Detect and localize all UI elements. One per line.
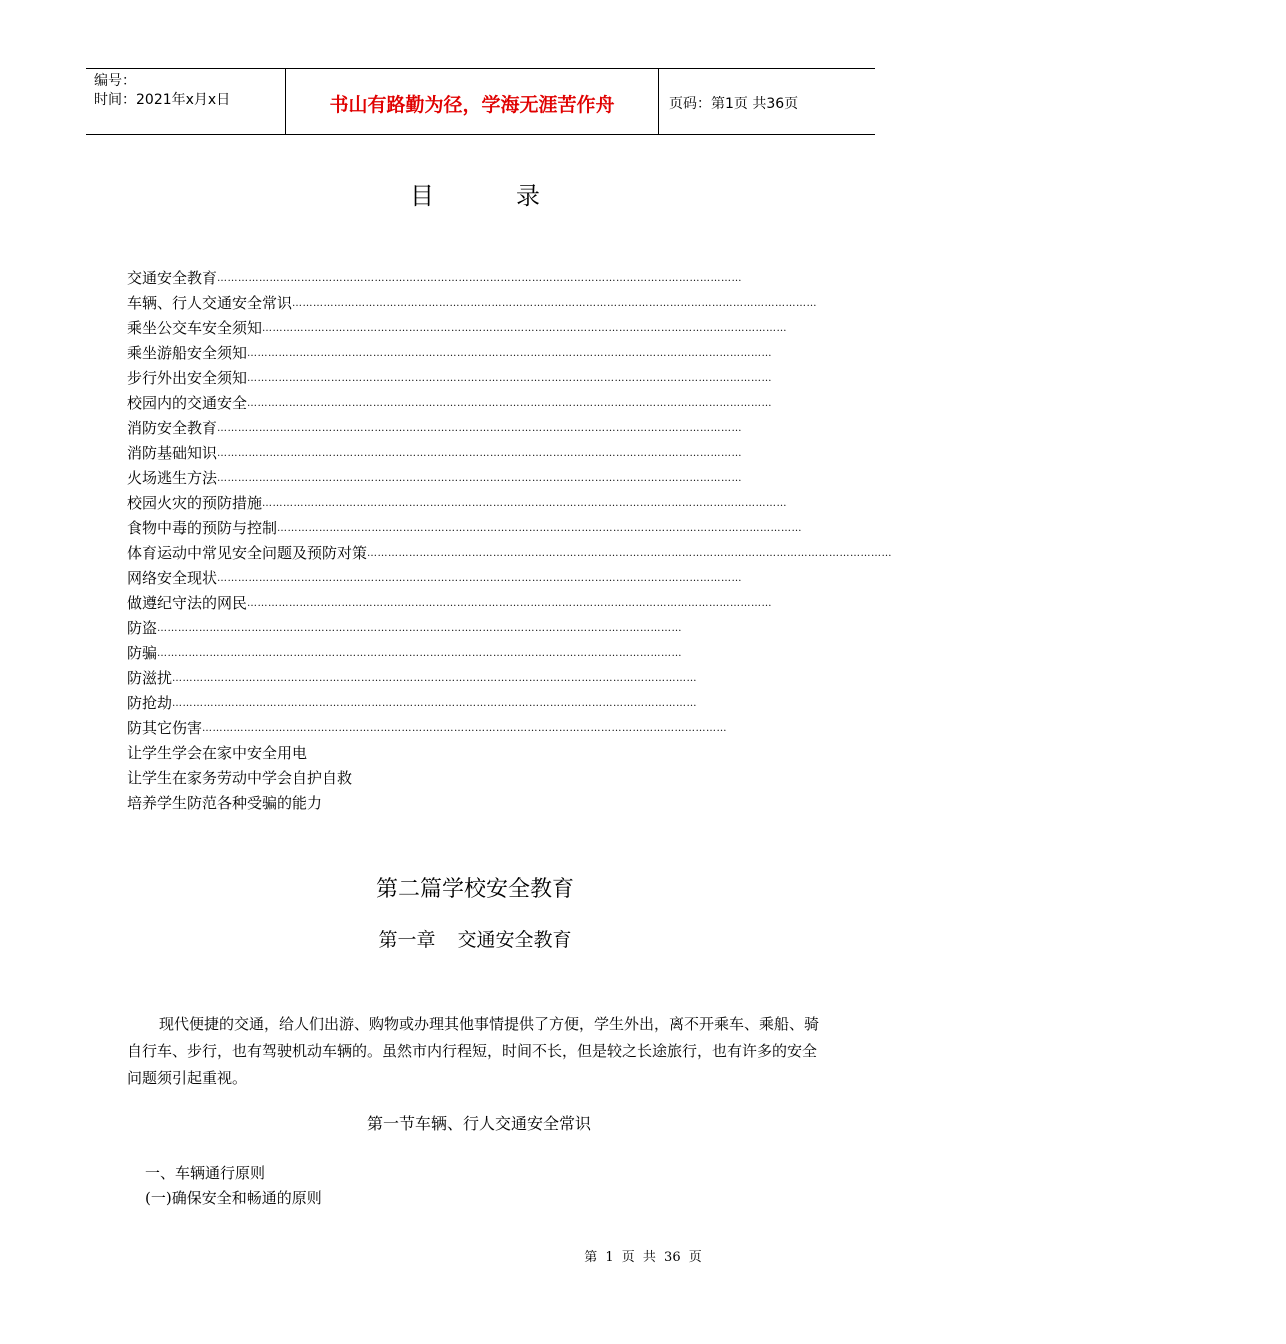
header-number-label: 编号： xyxy=(94,73,136,89)
toc-leader-dots: …………………………………………………………………………………………………………………………………… xyxy=(157,648,683,659)
toc-item xyxy=(127,266,777,291)
toc-leader-dots: …………………………………………………………………………………………………………………………………… xyxy=(217,273,743,284)
part-title: 第二篇学校安全教育 xyxy=(375,877,574,902)
toc-item xyxy=(127,391,777,416)
toc-item-label: 交通安全教育 xyxy=(127,269,218,287)
header-motto: 书山有路勤为径，学海无涯苦作舟 xyxy=(285,69,659,134)
toc-leader-dots: …………………………………………………………………………………………………………………………………… xyxy=(247,598,773,609)
toc-item-label: 乘坐公交车安全须知 xyxy=(127,319,263,337)
toc-item-label: 车辆、行人交通安全常识 xyxy=(127,294,293,312)
toc-leader-dots: …………………………………………………………………………………………………………………………………… xyxy=(262,323,788,334)
page-header xyxy=(86,68,875,135)
toc-item xyxy=(127,666,777,691)
intro-paragraph: 现代便捷的交通，给人们出游、购物或办理其他事情提供了方便，学生外出，离不开乘车、乘船、骑自行车、步行，也有驾驶机动车辆的。虽然市内行程短，时间不长，但是较之长途旅行，也有许多的安全问题须引起重视。 xyxy=(127,1015,820,1087)
section-title: 第一节车辆、行人交通安全常识 xyxy=(366,1114,591,1133)
toc-item-label: 做遵纪守法的网民 xyxy=(127,594,248,612)
toc-item xyxy=(127,591,777,616)
toc-item xyxy=(127,791,777,816)
toc-item-label: 消防安全教育 xyxy=(127,419,218,437)
toc-item xyxy=(127,366,777,391)
toc-item xyxy=(127,566,777,591)
toc-item xyxy=(127,516,803,541)
chapter-title xyxy=(0,925,950,952)
toc-item-label: 防抢劫 xyxy=(127,694,173,712)
toc-item xyxy=(127,766,777,791)
table-of-contents xyxy=(127,266,893,816)
toc-leader-dots: …………………………………………………………………………………………………………………………………… xyxy=(217,573,743,584)
toc-item-label: 火场逃生方法 xyxy=(127,469,218,487)
toc-item-label: 防骗 xyxy=(127,644,158,662)
toc-leader-dots: …………………………………………………………………………………………………………………………………… xyxy=(367,548,893,559)
toc-leader-dots: …………………………………………………………………………………………………………………………………… xyxy=(202,723,728,734)
chapter-number: 第一章 xyxy=(378,929,436,951)
toc-title-char-1: 目 xyxy=(410,182,434,210)
toc-leader-dots: …………………………………………………………………………………………………………………………………… xyxy=(217,473,743,484)
toc-item-label: 网络安全现状 xyxy=(127,569,218,587)
toc-item-label: 防滋扰 xyxy=(127,669,173,687)
toc-item xyxy=(127,316,788,341)
toc-item-label: 步行外出安全须知 xyxy=(127,369,248,387)
toc-item-label: 防盗 xyxy=(127,619,158,637)
toc-leader-dots: …………………………………………………………………………………………………………………………………… xyxy=(292,298,818,309)
header-page-info: 页码：第1页 共36页 xyxy=(669,96,799,112)
toc-leader-dots: …………………………………………………………………………………………………………………………………… xyxy=(262,498,788,509)
toc-item xyxy=(127,341,777,366)
toc-item xyxy=(127,466,777,491)
header-time-label: 时间：2021年x月x日 xyxy=(94,92,231,108)
toc-item-label: 体育运动中常见安全问题及预防对策 xyxy=(127,544,368,562)
toc-leader-dots: …………………………………………………………………………………………………………………………………… xyxy=(247,398,773,409)
toc-item xyxy=(127,291,818,316)
toc-item xyxy=(127,441,777,466)
toc-leader-dots: …………………………………………………………………………………………………………………………………… xyxy=(217,448,743,459)
toc-leader-dots: …………………………………………………………………………………………………………………………………… xyxy=(217,423,743,434)
toc-item-label: 食物中毒的预防与控制 xyxy=(127,519,278,537)
toc-title xyxy=(0,176,950,211)
toc-leader-dots: …………………………………………………………………………………………………………………………………… xyxy=(157,623,683,634)
toc-leader-dots: …………………………………………………………………………………………………………………………………… xyxy=(172,673,698,684)
toc-leader-dots: …………………………………………………………………………………………………………………………………… xyxy=(247,373,773,384)
toc-item xyxy=(127,691,777,716)
toc-item-label: 防其它伤害 xyxy=(127,719,203,737)
toc-item-label: 乘坐游船安全须知 xyxy=(127,344,248,362)
toc-item-label: 消防基础知识 xyxy=(127,444,218,462)
toc-item-label: 培养学生防范各种受骗的能力 xyxy=(127,794,323,812)
toc-item xyxy=(127,741,777,766)
toc-leader-dots: …………………………………………………………………………………………………………………………………… xyxy=(172,698,698,709)
header-left xyxy=(94,72,230,110)
toc-item xyxy=(127,541,893,566)
page-footer: 第 1 页 共 36 页 xyxy=(584,1250,702,1265)
toc-item xyxy=(127,716,777,741)
subheading-level-2: (一)确保安全和畅通的原则 xyxy=(145,1189,322,1207)
toc-item xyxy=(127,416,777,441)
toc-item-label: 校园火灾的预防措施 xyxy=(127,494,263,512)
subheading-level-1: 一、车辆通行原则 xyxy=(145,1164,266,1182)
toc-item xyxy=(127,616,777,641)
toc-item-label: 让学生学会在家中安全用电 xyxy=(127,744,308,762)
toc-item xyxy=(127,491,788,516)
toc-item-label: 让学生在家务劳动中学会自护自救 xyxy=(127,769,353,787)
toc-item xyxy=(127,641,777,666)
toc-leader-dots: …………………………………………………………………………………………………………………………………… xyxy=(247,348,773,359)
toc-leader-dots: …………………………………………………………………………………………………………………………………… xyxy=(277,523,803,534)
toc-title-char-2: 录 xyxy=(516,182,540,210)
toc-item-label: 校园内的交通安全 xyxy=(127,394,248,412)
chapter-name: 交通安全教育 xyxy=(457,929,572,951)
